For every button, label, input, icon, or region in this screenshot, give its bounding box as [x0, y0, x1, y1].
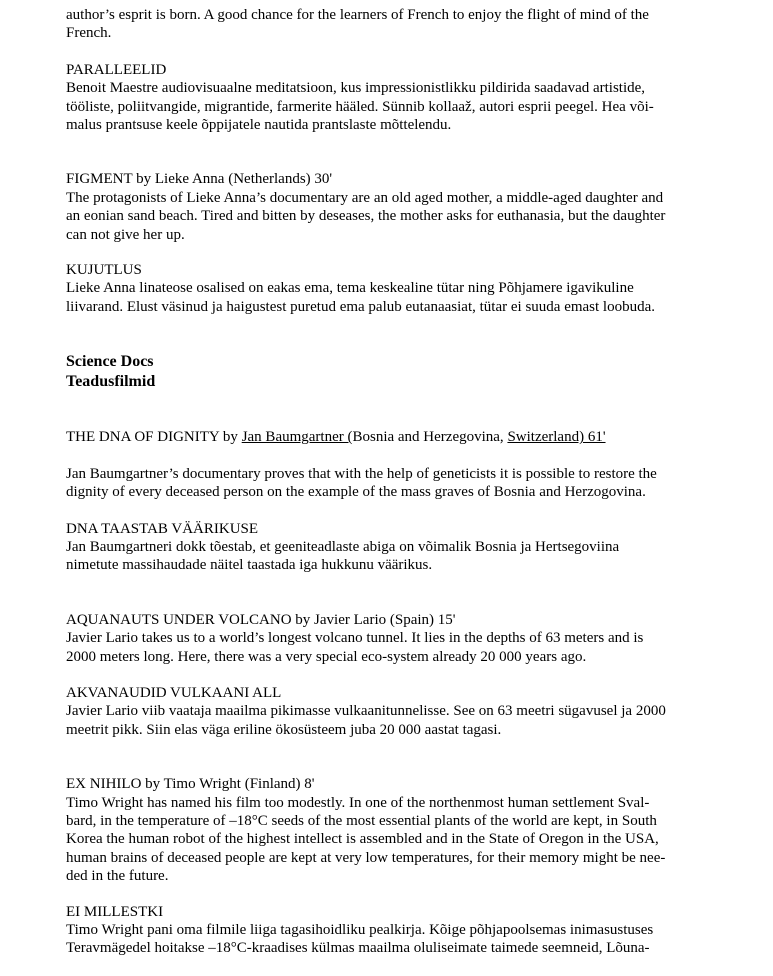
film-title-ex-nihilo: EX NIHILO by Timo Wright (Finland) 8'	[66, 776, 315, 793]
paragraph-ei-millestki: EI MILLESTKI Timo Wright pani oma filmile liiga tagasihoidliku pealkirja. Kõige põhjapoolsemas inimasustuses Teravmägedel hoitakse –18°C-kraadises külmas maailma oluliseimate taimede seemneid, Lõuna-	[66, 903, 726, 958]
paragraph-figment: FIGMENT by Lieke Anna (Netherlands) 30' The protagonists of Lieke Anna’s documentary are an old aged mother, a middle-aged daughter and an eonian sand beach. Tired and bitten by deseases, the mother asks for euthanasia, but the daughter can not give her up.	[66, 170, 726, 244]
paragraph-dna-of-dignity: Jan Baumgartner’s documentary proves that with the help of geneticists it is possible to restore the dignity of every deceased person on the example of the mass graves of Bosnia and Herzogovina.	[66, 465, 657, 501]
section-heading-science-docs: Science Docs Teadusfilmid	[66, 353, 156, 391]
film-title-kujutlus: KUJUTLUS	[66, 262, 142, 279]
document-body	[66, 6, 726, 958]
film-title-ei-millestki: EI MILLESTKI	[66, 903, 164, 920]
paragraph-paralleelid: PARALLEELID Benoit Maestre audiovisuaalne meditatsioon, kus impressionistlikku pildirida saadavad artistide, tööliste, poliitvangide, migrantide, farmerite hääled. Sünnib kollaaž, autori esprii peegel. Hea või- malus prantsuse keele õppijatele nautida prantslaste mõttelendu.	[66, 61, 726, 135]
paragraph-intro-end: author’s esprit is born. A good chance for the learners of French to enjoy the flight of mind of the French.	[66, 7, 649, 42]
paragraph-dna-taastab: DNA TAASTAB VÄÄRIKUSE Jan Baumgartneri dokk tõestab, et geeniteadlaste abiga on võimalik Bosnia ja Hertsegoviina nimetute massihaudade näitel taastada iga hukkunu väärikus.	[66, 520, 726, 575]
paragraph-ex-nihilo: EX NIHILO by Timo Wright (Finland) 8' Timo Wright has named his film too modestly. In one of the northenmost human settlement Sval- bard, in the temperature of –18°C seeds of the most essential plants of the world are kept, in South Korea the human robot of the highest intellect is assembled and in the State of Oregon in the USA, human brains of deceased people are kept at very low temperatures, for their memory might be nee- ded in the future.	[66, 775, 726, 885]
paragraph-aquanauts: AQUANAUTS UNDER VOLCANO by Javier Lario (Spain) 15' Javier Lario takes us to a world’s longest volcano tunnel. It lies in the depths of 63 meters and is 2000 meters long. Here, there was a very special eco-system already 20 000 years ago.	[66, 611, 726, 666]
director-link[interactable]: Jan Baumgartner (	[241, 429, 353, 446]
country-link[interactable]: Switzerland) 61'	[507, 429, 606, 446]
film-title-paralleelid: PARALLEELID	[66, 61, 167, 78]
film-title-akvanaudid: AKVANAUDID VULKAANI ALL	[66, 684, 282, 701]
film-title-dna-taastab: DNA TAASTAB VÄÄRIKUSE	[66, 520, 259, 537]
paragraph-akvanaudid: AKVANAUDID VULKAANI ALL Javier Lario viib vaataja maailma pikimasse vulkaanitunnelisse. See on 63 meetri sügavusel ja 2000 meetrit pikk. Siin elas väga eriline ökosüsteem juba 20 000 aastat tagasi.	[66, 684, 726, 739]
film-title-figment: FIGMENT by Lieke Anna (Netherlands) 30'	[66, 171, 333, 188]
paragraph-kujutlus: KUJUTLUS Lieke Anna linateose osalised on eakas ema, tema keskealine tütar ning Põhjamere igavikuline liivarand. Elust väsinud ja haigustest puretud ema palub eutanaasiat, tütar ei suuda emast loobuda.	[66, 261, 726, 316]
film-title-dna-of-dignity: THE DNA OF DIGNITY by Jan Baumgartner (Bosnia and Herzegovina, Switzerland) 61'	[66, 429, 606, 446]
film-title-aquanauts: AQUANAUTS UNDER VOLCANO by Javier Lario (Spain) 15'	[66, 611, 456, 628]
